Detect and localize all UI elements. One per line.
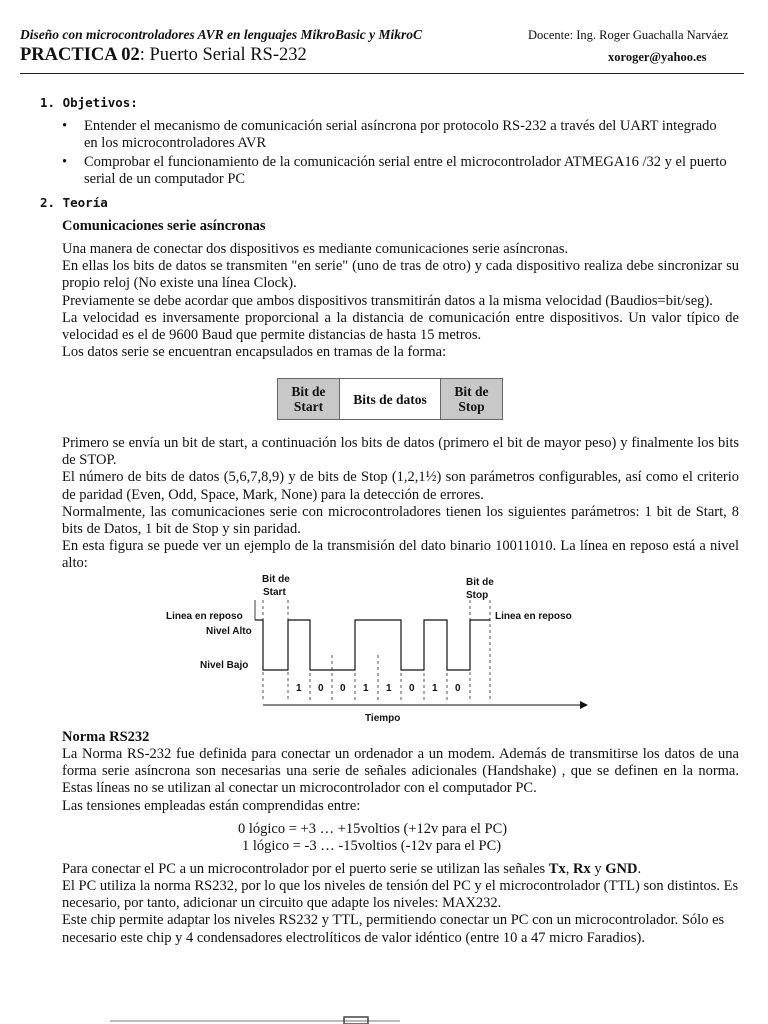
idle-right-label: Linea en reposo: [495, 611, 572, 622]
paragraph: Una manera de conectar dos dispositivos es mediante comunicaciones serie asíncronas.: [62, 241, 569, 257]
paragraph: Normalmente, las comunicaciones serie con microcontroladores tienen los siguientes parámetros: 1 bit de Start, 8 bits de Datos, 1 bit de Stop y sin paridad.: [62, 503, 739, 538]
idle-left-label: Linea en reposo: [166, 611, 243, 622]
bit-value: 1: [386, 683, 392, 694]
bit-value: 1: [296, 683, 302, 694]
frame-start-bit: [278, 379, 340, 419]
bit-value: 0: [318, 683, 324, 694]
start-label-line1: Bit de: [262, 574, 290, 585]
signals-separator: y: [590, 861, 606, 877]
theory-heading: 2. Teoría: [40, 195, 108, 210]
serial-timing-diagram: [160, 570, 590, 730]
time-label: Tiempo: [365, 713, 401, 724]
header-divider: [20, 73, 744, 74]
signals-paragraph: [62, 861, 739, 878]
bit-value: 0: [340, 683, 346, 694]
signal-waveform: [255, 620, 490, 670]
async-heading: Comunicaciones serie asíncronas: [62, 218, 266, 234]
paragraph: El número de bits de datos (5,6,7,8,9) y de bits de Stop (1,2,1½) son parámetros configurables, así como el criterio de paridad (Even, Odd, Space, Mark, None) para la detección de errores.: [62, 469, 739, 503]
frame-data-bits: [340, 379, 440, 419]
paragraph: Este chip permite adaptar los niveles RS232 y TTL, permitiendo conectar un PC con un microcontrolador. Sólo es necesario este chip y 4 condensadores electrolíticos de valor idéntico (entre 10 a 47 micro Faradios).: [62, 912, 725, 946]
bit-value: 0: [409, 683, 415, 694]
bit-value: 1: [432, 683, 438, 694]
author-email: xoroger@yahoo.es: [608, 50, 707, 64]
frame-data-label: Bits de datos: [353, 391, 427, 407]
practice-title: [20, 45, 307, 66]
paragraph: Los datos serie se encuentran encapsulados en tramas de la forma:: [62, 344, 447, 361]
objectives-heading: 1. Objetivos:: [40, 95, 138, 110]
closing-body: [62, 878, 739, 947]
paragraph: La velocidad es inversamente proporcional a la distancia de comunicación entre dispositivos. Un valor típico de velocidad es el de 9600 Baud que permite distancias de hasta 15 metros.: [62, 309, 739, 344]
signal-rx: Rx: [572, 861, 591, 877]
bit-value: 0: [455, 683, 461, 694]
paragraph: En esta figura se puede ver un ejemplo de la transmisión del dato binario 10011010. La línea en reposo está a nivel alto:: [62, 538, 739, 572]
serial-frame-figure: [277, 378, 503, 420]
objectives-list: [62, 118, 732, 190]
signal-tx: Tx: [548, 861, 566, 877]
rs232-heading: Norma RS232: [62, 729, 150, 745]
practice-label: PRACTICA 02: [20, 45, 140, 65]
teacher-name: Docente: Ing. Roger Guachalla Narváez: [528, 28, 729, 42]
bullet-icon: •: [62, 154, 68, 170]
stop-label-line2: Stop: [466, 590, 489, 601]
paragraph: En ellas los bits de datos se transmiten "en serie" (uno de tras de otro) y cada dispositivo realiza debe sincronizar su propio reloj (No existe una línea Clock).: [62, 258, 739, 292]
stop-label-line1: Bit de: [466, 577, 494, 588]
paragraph: Previamente se debe acordar que ambos dispositivos transmitirán datos a la misma velocidad (Baudios=bit/seg).: [62, 292, 713, 309]
objective-text: Entender el mecanismo de comunicación serial asíncrona por protocolo RS-232 a través del UART integrado en los microcontroladores AVR: [84, 118, 717, 151]
paragraph: Las tensiones empleadas están comprendidas entre:: [62, 797, 361, 814]
level-low-label: Nivel Bajo: [200, 660, 249, 671]
bullet-icon: •: [62, 118, 68, 134]
signals-end: .: [637, 861, 642, 877]
paragraph: El PC utiliza la norma RS232, por lo que los niveles de tensión del PC y el microcontrolador (TTL) son distintos. Es necesario, por tanto, adicionar un circuito que adapte los niveles: MAX232.: [62, 878, 739, 912]
formula-logic-1: 1 lógico = -3 … -15voltios (-12v para el PC): [242, 838, 502, 854]
signals-text: Para conectar el PC a un microcontrolador por el puerto serie se utilizan las señales: [62, 861, 549, 877]
frame-description: [62, 435, 739, 573]
objective-text: Comprobar el funcionamiento de la comunicación serial entre el microcontrolador ATMEGA16 /32 y el puerto serial de un computador PC: [84, 154, 727, 187]
signal-gnd: GND: [605, 861, 638, 877]
objective-item: [62, 118, 732, 152]
objective-item: [62, 154, 732, 188]
async-body: [62, 241, 739, 361]
rs232-body: [62, 746, 739, 815]
paragraph: La Norma RS-232 fue definida para conectar un ordenador a un modem. Además de transmitirse los datos de una forma serie asíncrona son necesarias una serie de señales adicionales (Handshake) , que se definen en la norma. Estas líneas no se utilizan al conectar un microcontrolador con el computador PC.: [62, 746, 739, 797]
frame-stop-bit: [440, 379, 502, 419]
paragraph: Primero se envía un bit de start, a continuación los bits de datos (primero el bit de mayor peso) y finalmente los bits de STOP.: [62, 435, 739, 469]
course-title: Diseño con microcontroladores AVR en lenguajes MikroBasic y MikroC: [20, 27, 423, 42]
frame-stop-label: Bit de Stop: [454, 384, 489, 414]
bit-value: 1: [363, 683, 369, 694]
frame-start-label: Bit de Start: [291, 384, 326, 414]
cropped-figure-fragment: [110, 1016, 400, 1024]
level-high-label: Nivel Alto: [206, 626, 252, 637]
formula-logic-0: 0 lógico = +3 … +15voltios (+12v para el PC): [238, 821, 508, 837]
signals-separator: ,: [565, 861, 573, 877]
start-label-line2: Start: [263, 587, 286, 598]
practice-subtitle: : Puerto Serial RS-232: [139, 45, 307, 65]
time-arrow-icon: [580, 701, 588, 709]
